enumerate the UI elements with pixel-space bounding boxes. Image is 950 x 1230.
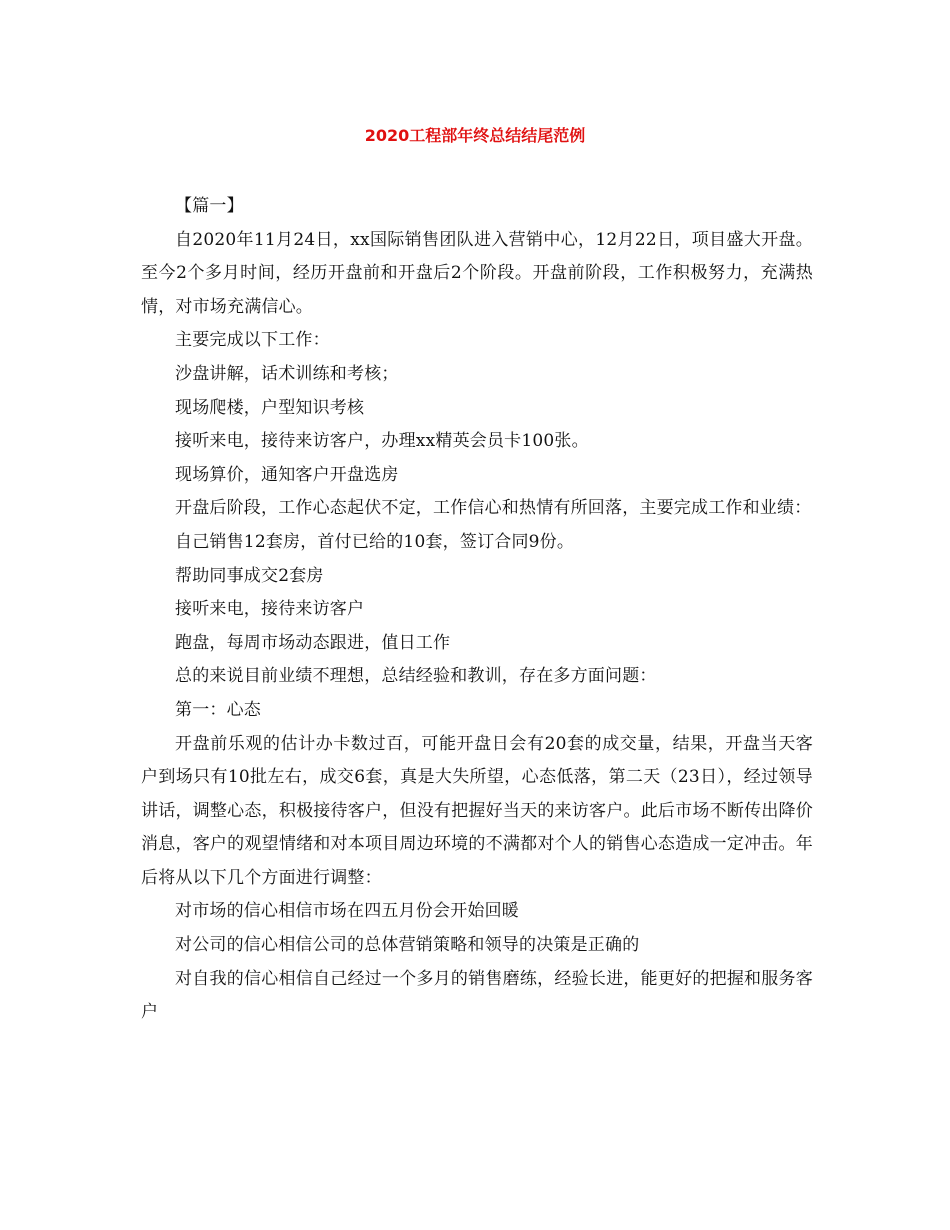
paragraph: 对自我的信心相信自己经过一个多月的销售磨练，经验长进，能更好的把握和服务客户 xyxy=(141,968,813,1023)
paragraph: 开盘前乐观的估计办卡数过百，可能开盘日会有20套的成交量，结果，开盘当天客户到场只有10批左右，成交6套，真是大失所望，心态低落，第二天（23日），经过领导讲话，调整心态，积极接待客户，但没有把握好当天的来访客户。此后市场不断传出降价消息，客户的观望情绪和对本项目周边环境的不满都对个人的销售心态造成一定冲击。年后将从以下几个方面进行调整： xyxy=(141,733,813,888)
paragraph: 第一：心态 xyxy=(175,699,261,720)
paragraph: 自己销售12套房，首付已给的10套，签订合同9份。 xyxy=(175,531,575,552)
paragraph: 对市场的信心相信市场在四五月份会开始回暖 xyxy=(175,901,519,922)
paragraph: 对公司的信心相信公司的总体营销策略和领导的决策是正确的 xyxy=(175,935,640,956)
paragraph: 帮助同事成交2套房 xyxy=(175,565,324,586)
paragraph: 自2020年11月24日，xx国际销售团队进入营销中心，12月22日，项目盛大开盘。至今2个多月时间，经历开盘前和开盘后2个阶段。开盘前阶段，工作积极努力，充满热情，对市场充满信心。 xyxy=(141,229,813,317)
paragraph: 接听来电，接待来访客户 xyxy=(175,599,365,620)
paragraph: 接听来电，接待来访客户，办理xx精英会员卡100张。 xyxy=(175,431,589,452)
paragraph: 【篇一】 xyxy=(175,196,244,216)
paragraph: 现场算价，通知客户开盘选房 xyxy=(175,464,399,485)
document-title: 2020工程部年终总结结尾范例 xyxy=(364,126,586,145)
document-body xyxy=(141,190,813,1030)
paragraph: 跑盘，每周市场动态跟进，值日工作 xyxy=(175,632,451,653)
paragraph: 开盘后阶段，工作心态起伏不定，工作信心和热情有所回落，主要完成工作和业绩： xyxy=(175,498,812,519)
paragraph: 沙盘讲解，话术训练和考核； xyxy=(175,363,399,384)
paragraph: 现场爬楼，户型知识考核 xyxy=(175,397,365,418)
paragraph: 总的来说目前业绩不理想，总结经验和教训，存在多方面问题： xyxy=(175,666,657,687)
paragraph: 主要完成以下工作： xyxy=(175,330,330,351)
